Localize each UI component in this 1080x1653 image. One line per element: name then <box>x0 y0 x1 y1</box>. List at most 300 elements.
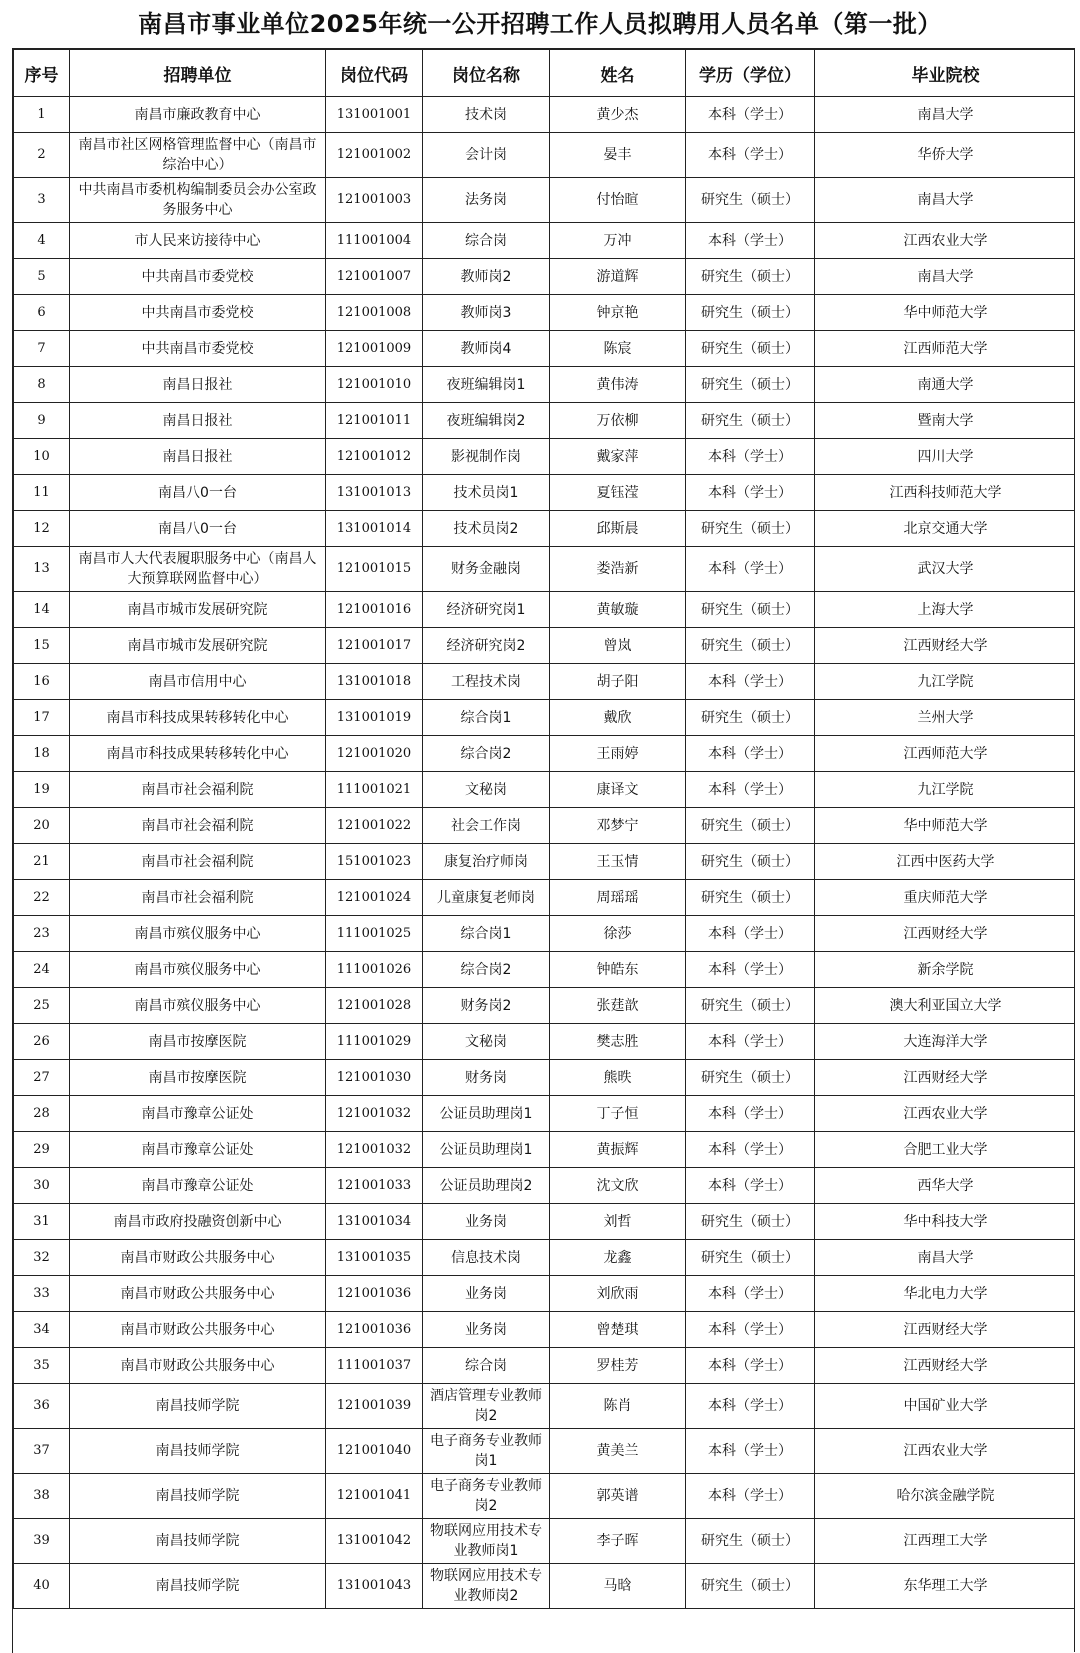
cell-edu: 研究生（硕士） <box>686 403 815 439</box>
cell-code: 121001030 <box>326 1060 423 1096</box>
cell-name: 万冲 <box>550 223 686 259</box>
cell-unit: 南昌市人大代表履职服务中心（南昌人大预算联网监督中心） <box>70 547 326 592</box>
cell-no: 23 <box>14 916 70 952</box>
cell-no: 16 <box>14 664 70 700</box>
cell-no: 2 <box>14 133 70 178</box>
cell-no: 8 <box>14 367 70 403</box>
cell-no: 21 <box>14 844 70 880</box>
cell-edu: 研究生（硕士） <box>686 331 815 367</box>
cell-school: 江西中医药大学 <box>815 844 1077 880</box>
cell-name: 马晗 <box>550 1564 686 1609</box>
header-post: 岗位名称 <box>423 50 550 97</box>
cell-no: 19 <box>14 772 70 808</box>
cell-unit: 中共南昌市委党校 <box>70 259 326 295</box>
table-row <box>14 952 1077 988</box>
cell-name: 黄伟涛 <box>550 367 686 403</box>
cell-name: 晏丰 <box>550 133 686 178</box>
cell-edu: 本科（学士） <box>686 916 815 952</box>
cell-no: 26 <box>14 1024 70 1060</box>
cell-post: 文秘岗 <box>423 772 550 808</box>
cell-code: 151001023 <box>326 844 423 880</box>
cell-school: 西华大学 <box>815 1168 1077 1204</box>
table-row <box>14 1240 1077 1276</box>
cell-post: 社会工作岗 <box>423 808 550 844</box>
cell-post: 业务岗 <box>423 1204 550 1240</box>
cell-code: 131001034 <box>326 1204 423 1240</box>
cell-unit: 中共南昌市委机构编制委员会办公室政务服务中心 <box>70 178 326 223</box>
cell-no: 20 <box>14 808 70 844</box>
cell-no: 35 <box>14 1348 70 1384</box>
table-row <box>14 1384 1077 1429</box>
cell-post: 影视制作岗 <box>423 439 550 475</box>
table-row <box>14 547 1077 592</box>
cell-name: 刘欣雨 <box>550 1276 686 1312</box>
cell-school: 江西理工大学 <box>815 1519 1077 1564</box>
table-row <box>14 223 1077 259</box>
header-no: 序号 <box>14 50 70 97</box>
cell-edu: 本科（学士） <box>686 1132 815 1168</box>
roster-table-container <box>12 48 1076 1653</box>
cell-edu: 本科（学士） <box>686 1474 815 1519</box>
cell-school: 南昌大学 <box>815 1240 1077 1276</box>
cell-school: 兰州大学 <box>815 700 1077 736</box>
cell-school: 合肥工业大学 <box>815 1132 1077 1168</box>
cell-name: 万依柳 <box>550 403 686 439</box>
cell-code: 121001020 <box>326 736 423 772</box>
cell-name: 钟皓东 <box>550 952 686 988</box>
cell-post: 技术员岗1 <box>423 475 550 511</box>
cell-edu: 本科（学士） <box>686 439 815 475</box>
cell-name: 丁子恒 <box>550 1096 686 1132</box>
cell-name: 郭英谱 <box>550 1474 686 1519</box>
cell-school: 江西财经大学 <box>815 628 1077 664</box>
cell-school: 南通大学 <box>815 367 1077 403</box>
table-row <box>14 367 1077 403</box>
cell-name: 陈肖 <box>550 1384 686 1429</box>
cell-code: 121001008 <box>326 295 423 331</box>
cell-no: 37 <box>14 1429 70 1474</box>
cell-edu: 本科（学士） <box>686 97 815 133</box>
cell-name: 黄美兰 <box>550 1429 686 1474</box>
cell-school: 南昌大学 <box>815 178 1077 223</box>
cell-edu: 研究生（硕士） <box>686 1060 815 1096</box>
cell-edu: 本科（学士） <box>686 1348 815 1384</box>
cell-unit: 南昌市政府投融资创新中心 <box>70 1204 326 1240</box>
cell-school: 重庆师范大学 <box>815 880 1077 916</box>
cell-unit: 南昌市财政公共服务中心 <box>70 1348 326 1384</box>
cell-code: 121001007 <box>326 259 423 295</box>
cell-unit: 市人民来访接待中心 <box>70 223 326 259</box>
cell-edu: 研究生（硕士） <box>686 988 815 1024</box>
cell-name: 康译文 <box>550 772 686 808</box>
cell-no: 10 <box>14 439 70 475</box>
table-row <box>14 628 1077 664</box>
header-code: 岗位代码 <box>326 50 423 97</box>
cell-unit: 南昌市殡仪服务中心 <box>70 988 326 1024</box>
cell-edu: 本科（学士） <box>686 736 815 772</box>
cell-unit: 南昌日报社 <box>70 367 326 403</box>
cell-school: 华侨大学 <box>815 133 1077 178</box>
cell-unit: 南昌市豫章公证处 <box>70 1132 326 1168</box>
cell-code: 121001032 <box>326 1132 423 1168</box>
cell-code: 131001035 <box>326 1240 423 1276</box>
cell-post: 康复治疗师岗 <box>423 844 550 880</box>
cell-code: 121001040 <box>326 1429 423 1474</box>
cell-post: 会计岗 <box>423 133 550 178</box>
cell-no: 6 <box>14 295 70 331</box>
cell-post: 业务岗 <box>423 1276 550 1312</box>
cell-edu: 本科（学士） <box>686 664 815 700</box>
cell-no: 30 <box>14 1168 70 1204</box>
cell-no: 12 <box>14 511 70 547</box>
cell-no: 17 <box>14 700 70 736</box>
cell-post: 技术岗 <box>423 97 550 133</box>
cell-unit: 南昌市殡仪服务中心 <box>70 916 326 952</box>
cell-unit: 中共南昌市委党校 <box>70 331 326 367</box>
table-row <box>14 1024 1077 1060</box>
cell-post: 财务岗 <box>423 1060 550 1096</box>
table-row <box>14 916 1077 952</box>
cell-code: 121001024 <box>326 880 423 916</box>
cell-edu: 研究生（硕士） <box>686 880 815 916</box>
cell-no: 27 <box>14 1060 70 1096</box>
cell-name: 付怡暄 <box>550 178 686 223</box>
cell-code: 121001036 <box>326 1276 423 1312</box>
table-row <box>14 259 1077 295</box>
cell-post: 经济研究岗1 <box>423 592 550 628</box>
cell-edu: 本科（学士） <box>686 1024 815 1060</box>
cell-school: 江西师范大学 <box>815 736 1077 772</box>
cell-school: 江西财经大学 <box>815 1312 1077 1348</box>
cell-name: 戴家萍 <box>550 439 686 475</box>
cell-post: 财务岗2 <box>423 988 550 1024</box>
cell-post: 综合岗1 <box>423 700 550 736</box>
cell-name: 龙鑫 <box>550 1240 686 1276</box>
table-row <box>14 439 1077 475</box>
cell-school: 南昌大学 <box>815 259 1077 295</box>
cell-code: 121001028 <box>326 988 423 1024</box>
cell-school: 江西财经大学 <box>815 1348 1077 1384</box>
cell-school: 东华理工大学 <box>815 1564 1077 1609</box>
cell-code: 131001019 <box>326 700 423 736</box>
cell-no: 13 <box>14 547 70 592</box>
cell-post: 物联网应用技术专业教师岗1 <box>423 1519 550 1564</box>
header-school: 毕业院校 <box>815 50 1077 97</box>
cell-unit: 南昌技师学院 <box>70 1384 326 1429</box>
cell-unit: 南昌市财政公共服务中心 <box>70 1312 326 1348</box>
cell-name: 陈宸 <box>550 331 686 367</box>
cell-no: 9 <box>14 403 70 439</box>
table-row <box>14 178 1077 223</box>
cell-edu: 本科（学士） <box>686 1276 815 1312</box>
cell-post: 综合岗2 <box>423 736 550 772</box>
cell-no: 18 <box>14 736 70 772</box>
cell-code: 121001036 <box>326 1312 423 1348</box>
cell-unit: 南昌八0一台 <box>70 511 326 547</box>
cell-post: 文秘岗 <box>423 1024 550 1060</box>
cell-school: 哈尔滨金融学院 <box>815 1474 1077 1519</box>
cell-school: 中国矿业大学 <box>815 1384 1077 1429</box>
cell-no: 25 <box>14 988 70 1024</box>
cell-unit: 南昌市科技成果转移转化中心 <box>70 736 326 772</box>
cell-edu: 研究生（硕士） <box>686 592 815 628</box>
table-row <box>14 1474 1077 1519</box>
header-row <box>14 50 1077 97</box>
cell-post: 经济研究岗2 <box>423 628 550 664</box>
table-row <box>14 664 1077 700</box>
cell-post: 财务金融岗 <box>423 547 550 592</box>
cell-school: 江西科技师范大学 <box>815 475 1077 511</box>
cell-unit: 南昌市财政公共服务中心 <box>70 1276 326 1312</box>
cell-unit: 南昌市廉政教育中心 <box>70 97 326 133</box>
cell-code: 121001041 <box>326 1474 423 1519</box>
table-row <box>14 331 1077 367</box>
cell-post: 教师岗2 <box>423 259 550 295</box>
cell-code: 111001004 <box>326 223 423 259</box>
cell-school: 九江学院 <box>815 664 1077 700</box>
table-row <box>14 844 1077 880</box>
cell-edu: 本科（学士） <box>686 1096 815 1132</box>
cell-post: 酒店管理专业教师岗2 <box>423 1384 550 1429</box>
cell-no: 39 <box>14 1519 70 1564</box>
cell-school: 华北电力大学 <box>815 1276 1077 1312</box>
table-row <box>14 1096 1077 1132</box>
cell-post: 业务岗 <box>423 1312 550 1348</box>
cell-code: 121001010 <box>326 367 423 403</box>
cell-name: 张莛歆 <box>550 988 686 1024</box>
cell-name: 邓梦宁 <box>550 808 686 844</box>
table-row <box>14 1060 1077 1096</box>
cell-unit: 中共南昌市委党校 <box>70 295 326 331</box>
cell-no: 40 <box>14 1564 70 1609</box>
cell-edu: 研究生（硕士） <box>686 178 815 223</box>
cell-edu: 研究生（硕士） <box>686 844 815 880</box>
cell-name: 黄敏璇 <box>550 592 686 628</box>
cell-no: 3 <box>14 178 70 223</box>
cell-school: 江西农业大学 <box>815 223 1077 259</box>
cell-code: 131001013 <box>326 475 423 511</box>
roster-table <box>13 49 1077 1609</box>
cell-school: 大连海洋大学 <box>815 1024 1077 1060</box>
table-body <box>14 97 1077 1609</box>
cell-code: 131001018 <box>326 664 423 700</box>
cell-code: 121001002 <box>326 133 423 178</box>
cell-post: 工程技术岗 <box>423 664 550 700</box>
cell-unit: 南昌市社会福利院 <box>70 844 326 880</box>
cell-school: 江西师范大学 <box>815 331 1077 367</box>
cell-code: 121001012 <box>326 439 423 475</box>
cell-edu: 本科（学士） <box>686 475 815 511</box>
cell-post: 公证员助理岗1 <box>423 1096 550 1132</box>
cell-school: 北京交通大学 <box>815 511 1077 547</box>
cell-school: 南昌大学 <box>815 97 1077 133</box>
cell-code: 131001014 <box>326 511 423 547</box>
cell-code: 111001021 <box>326 772 423 808</box>
cell-edu: 本科（学士） <box>686 1312 815 1348</box>
cell-edu: 研究生（硕士） <box>686 628 815 664</box>
table-row <box>14 880 1077 916</box>
cell-code: 121001003 <box>326 178 423 223</box>
cell-name: 李子晖 <box>550 1519 686 1564</box>
cell-edu: 研究生（硕士） <box>686 295 815 331</box>
cell-no: 7 <box>14 331 70 367</box>
cell-name: 邱斯晨 <box>550 511 686 547</box>
cell-school: 上海大学 <box>815 592 1077 628</box>
table-row <box>14 1276 1077 1312</box>
cell-post: 教师岗4 <box>423 331 550 367</box>
table-row <box>14 988 1077 1024</box>
page-title: 南昌市事业单位2025年统一公开招聘工作人员拟聘用人员名单（第一批） <box>138 10 942 38</box>
cell-code: 121001009 <box>326 331 423 367</box>
cell-unit: 南昌日报社 <box>70 403 326 439</box>
cell-code: 131001001 <box>326 97 423 133</box>
cell-name: 游道辉 <box>550 259 686 295</box>
cell-edu: 研究生（硕士） <box>686 1519 815 1564</box>
cell-unit: 南昌技师学院 <box>70 1474 326 1519</box>
cell-name: 胡子阳 <box>550 664 686 700</box>
cell-school: 华中师范大学 <box>815 295 1077 331</box>
cell-edu: 研究生（硕士） <box>686 511 815 547</box>
cell-school: 暨南大学 <box>815 403 1077 439</box>
cell-post: 夜班编辑岗1 <box>423 367 550 403</box>
cell-school: 江西农业大学 <box>815 1096 1077 1132</box>
cell-unit: 南昌市信用中心 <box>70 664 326 700</box>
table-row <box>14 1519 1077 1564</box>
cell-school: 江西农业大学 <box>815 1429 1077 1474</box>
cell-name: 娄浩新 <box>550 547 686 592</box>
cell-school: 新余学院 <box>815 952 1077 988</box>
cell-no: 36 <box>14 1384 70 1429</box>
cell-code: 111001026 <box>326 952 423 988</box>
cell-post: 公证员助理岗2 <box>423 1168 550 1204</box>
cell-unit: 南昌市按摩医院 <box>70 1060 326 1096</box>
cell-edu: 研究生（硕士） <box>686 367 815 403</box>
cell-unit: 南昌市社会福利院 <box>70 880 326 916</box>
cell-edu: 本科（学士） <box>686 1168 815 1204</box>
table-row <box>14 1168 1077 1204</box>
table-row <box>14 808 1077 844</box>
cell-unit: 南昌市城市发展研究院 <box>70 628 326 664</box>
table-row <box>14 511 1077 547</box>
cell-code: 111001037 <box>326 1348 423 1384</box>
cell-name: 王雨婷 <box>550 736 686 772</box>
cell-code: 121001032 <box>326 1096 423 1132</box>
cell-school: 江西财经大学 <box>815 916 1077 952</box>
table-row <box>14 1348 1077 1384</box>
cell-edu: 研究生（硕士） <box>686 259 815 295</box>
cell-code: 121001011 <box>326 403 423 439</box>
cell-name: 罗桂芳 <box>550 1348 686 1384</box>
cell-unit: 南昌市社区网格管理监督中心（南昌市综治中心） <box>70 133 326 178</box>
table-row <box>14 1132 1077 1168</box>
cell-unit: 南昌市科技成果转移转化中心 <box>70 700 326 736</box>
cell-unit: 南昌技师学院 <box>70 1564 326 1609</box>
cell-name: 曾岚 <box>550 628 686 664</box>
cell-school: 江西财经大学 <box>815 1060 1077 1096</box>
table-row <box>14 1312 1077 1348</box>
cell-name: 钟京艳 <box>550 295 686 331</box>
cell-post: 夜班编辑岗2 <box>423 403 550 439</box>
table-row <box>14 403 1077 439</box>
cell-post: 综合岗 <box>423 1348 550 1384</box>
cell-name: 王玉情 <box>550 844 686 880</box>
cell-school: 华中师范大学 <box>815 808 1077 844</box>
cell-no: 4 <box>14 223 70 259</box>
cell-school: 武汉大学 <box>815 547 1077 592</box>
cell-no: 11 <box>14 475 70 511</box>
cell-name: 黄少杰 <box>550 97 686 133</box>
cell-unit: 南昌市社会福利院 <box>70 808 326 844</box>
cell-no: 33 <box>14 1276 70 1312</box>
cell-no: 5 <box>14 259 70 295</box>
cell-unit: 南昌市城市发展研究院 <box>70 592 326 628</box>
cell-edu: 研究生（硕士） <box>686 700 815 736</box>
cell-post: 综合岗2 <box>423 952 550 988</box>
cell-no: 34 <box>14 1312 70 1348</box>
table-row <box>14 133 1077 178</box>
cell-name: 周瑶瑶 <box>550 880 686 916</box>
cell-name: 黄振辉 <box>550 1132 686 1168</box>
cell-unit: 南昌市社会福利院 <box>70 772 326 808</box>
cell-unit: 南昌技师学院 <box>70 1429 326 1474</box>
cell-edu: 研究生（硕士） <box>686 1204 815 1240</box>
header-unit: 招聘单位 <box>70 50 326 97</box>
cell-post: 综合岗1 <box>423 916 550 952</box>
cell-edu: 研究生（硕士） <box>686 808 815 844</box>
next-column-edge <box>1074 48 1080 1652</box>
cell-edu: 研究生（硕士） <box>686 1240 815 1276</box>
cell-no: 15 <box>14 628 70 664</box>
cell-code: 121001022 <box>326 808 423 844</box>
cell-name: 徐莎 <box>550 916 686 952</box>
table-row <box>14 1564 1077 1609</box>
cell-name: 沈文欣 <box>550 1168 686 1204</box>
cell-post: 儿童康复老师岗 <box>423 880 550 916</box>
table-row <box>14 295 1077 331</box>
cell-no: 29 <box>14 1132 70 1168</box>
table-row <box>14 1429 1077 1474</box>
cell-post: 综合岗 <box>423 223 550 259</box>
cell-no: 38 <box>14 1474 70 1519</box>
cell-code: 131001043 <box>326 1564 423 1609</box>
cell-code: 121001039 <box>326 1384 423 1429</box>
cell-unit: 南昌市豫章公证处 <box>70 1096 326 1132</box>
cell-unit: 南昌市财政公共服务中心 <box>70 1240 326 1276</box>
cell-no: 14 <box>14 592 70 628</box>
cell-code: 121001016 <box>326 592 423 628</box>
table-row <box>14 592 1077 628</box>
table-row <box>14 97 1077 133</box>
cell-no: 1 <box>14 97 70 133</box>
cell-post: 公证员助理岗1 <box>423 1132 550 1168</box>
cell-school: 九江学院 <box>815 772 1077 808</box>
table-row <box>14 475 1077 511</box>
cell-unit: 南昌技师学院 <box>70 1519 326 1564</box>
cell-name: 熊昳 <box>550 1060 686 1096</box>
cell-school: 华中科技大学 <box>815 1204 1077 1240</box>
cell-post: 教师岗3 <box>423 295 550 331</box>
cell-edu: 本科（学士） <box>686 1429 815 1474</box>
cell-no: 22 <box>14 880 70 916</box>
cell-code: 111001029 <box>326 1024 423 1060</box>
cell-no: 31 <box>14 1204 70 1240</box>
cell-code: 121001015 <box>326 547 423 592</box>
cell-post: 技术员岗2 <box>423 511 550 547</box>
cell-name: 樊志胜 <box>550 1024 686 1060</box>
cell-post: 电子商务专业教师岗1 <box>423 1429 550 1474</box>
cell-no: 32 <box>14 1240 70 1276</box>
cell-unit: 南昌市按摩医院 <box>70 1024 326 1060</box>
